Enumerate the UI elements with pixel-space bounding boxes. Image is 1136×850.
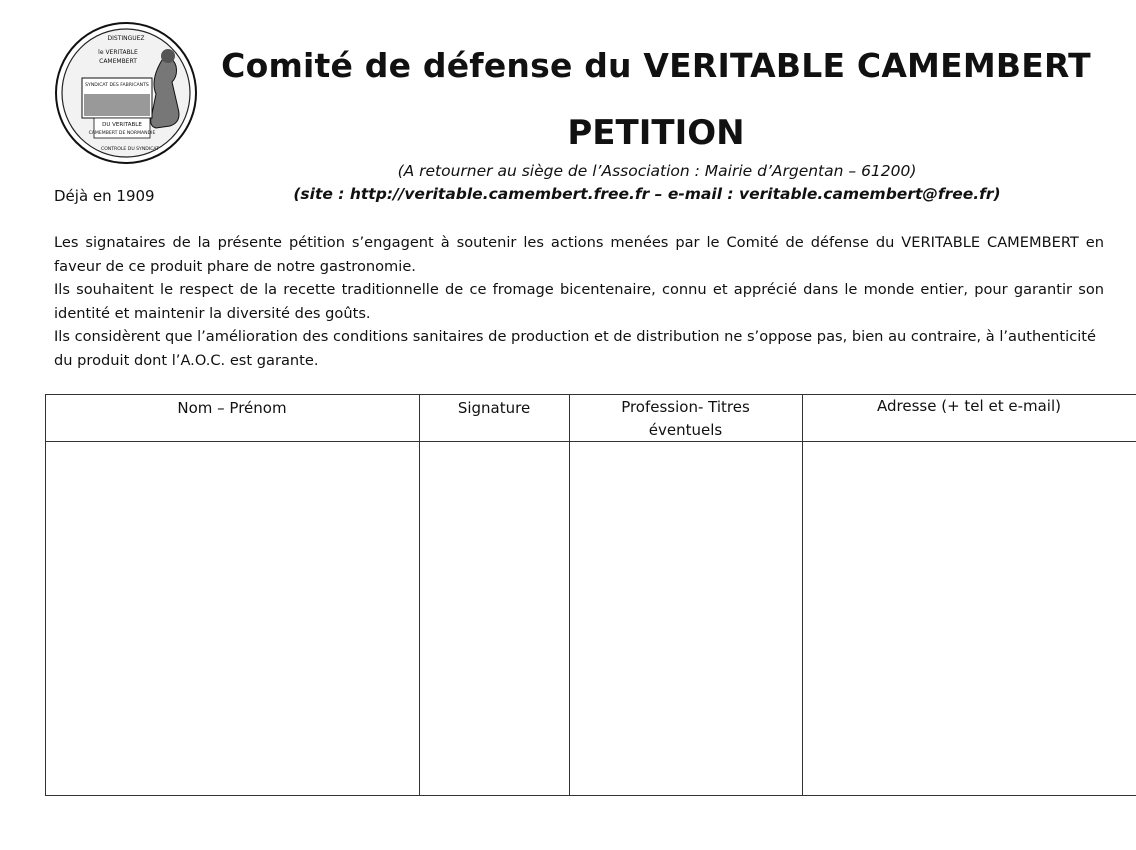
- header-name: Nom – Prénom: [177, 399, 287, 417]
- signature-table: [45, 394, 1136, 797]
- header-signature: Signature: [457, 399, 531, 417]
- seal-text-5: DU VERITABLE: [102, 122, 142, 128]
- header-profession-line2: éventuels: [648, 421, 723, 439]
- seal-text-4: SYNDICAT DES FABRICANTS: [85, 83, 149, 88]
- signature-entry-cell[interactable]: [420, 442, 569, 795]
- header-profession-line1: Profession- Titres: [621, 398, 750, 416]
- address-entry-cell[interactable]: [803, 442, 1136, 795]
- petition-statement: [54, 231, 1104, 373]
- seal-text-1: DISTINGUEZ: [107, 35, 145, 42]
- seal-text-7: CONTROLE DU SYNDICAT: [100, 147, 160, 152]
- statement-paragraph-3: Ils considèrent que l’amélioration des conditions sanitaires de production et de distribution ne s’oppose pas, bien au contraire, à l’authenticité du produit dont l’A.O.C. est garante.: [54, 328, 1096, 369]
- statement-paragraph-1: Les signataires de la présente pétition s’engagent à soutenir les actions menées par le Comité de défense du VERITABLE CAMEMBERT en faveur de ce produit phare de notre gastronomie.: [54, 234, 1104, 275]
- statement-paragraph-2: Ils souhaitent le respect de la recette traditionnelle de ce fromage bicentenaire, connu et apprécié dans le monde entier, pour garantir son identité et maintenir la diversité des goûts.: [54, 281, 1104, 322]
- petition-heading: PETITION: [567, 113, 745, 153]
- table-bottom-border: [45, 795, 1136, 796]
- page-title: Comité de défense du VERITABLE CAMEMBERT: [221, 46, 1091, 85]
- profession-entry-cell[interactable]: [570, 442, 802, 795]
- seal-logo: [54, 20, 198, 166]
- seal-text-2: le VERITABLE: [98, 49, 138, 56]
- seal-text-6: CAMEMBERT DE NORMANDIE: [88, 131, 156, 136]
- header-profession: [569, 396, 802, 442]
- header-address: Adresse (+ tel et e-mail): [877, 397, 1061, 415]
- since-1909-caption: Déjà en 1909: [54, 187, 155, 205]
- return-address-note: (A retourner au siège de l’Association : Mairie d’Argentan – 61200): [397, 162, 917, 180]
- website-email-line: (site : http://veritable.camembert.free.fr – e-mail : veritable.camembert@free.fr): [293, 185, 1001, 203]
- seal-text-3: CAMEMBERT: [99, 58, 137, 65]
- name-entry-cell[interactable]: [46, 442, 419, 795]
